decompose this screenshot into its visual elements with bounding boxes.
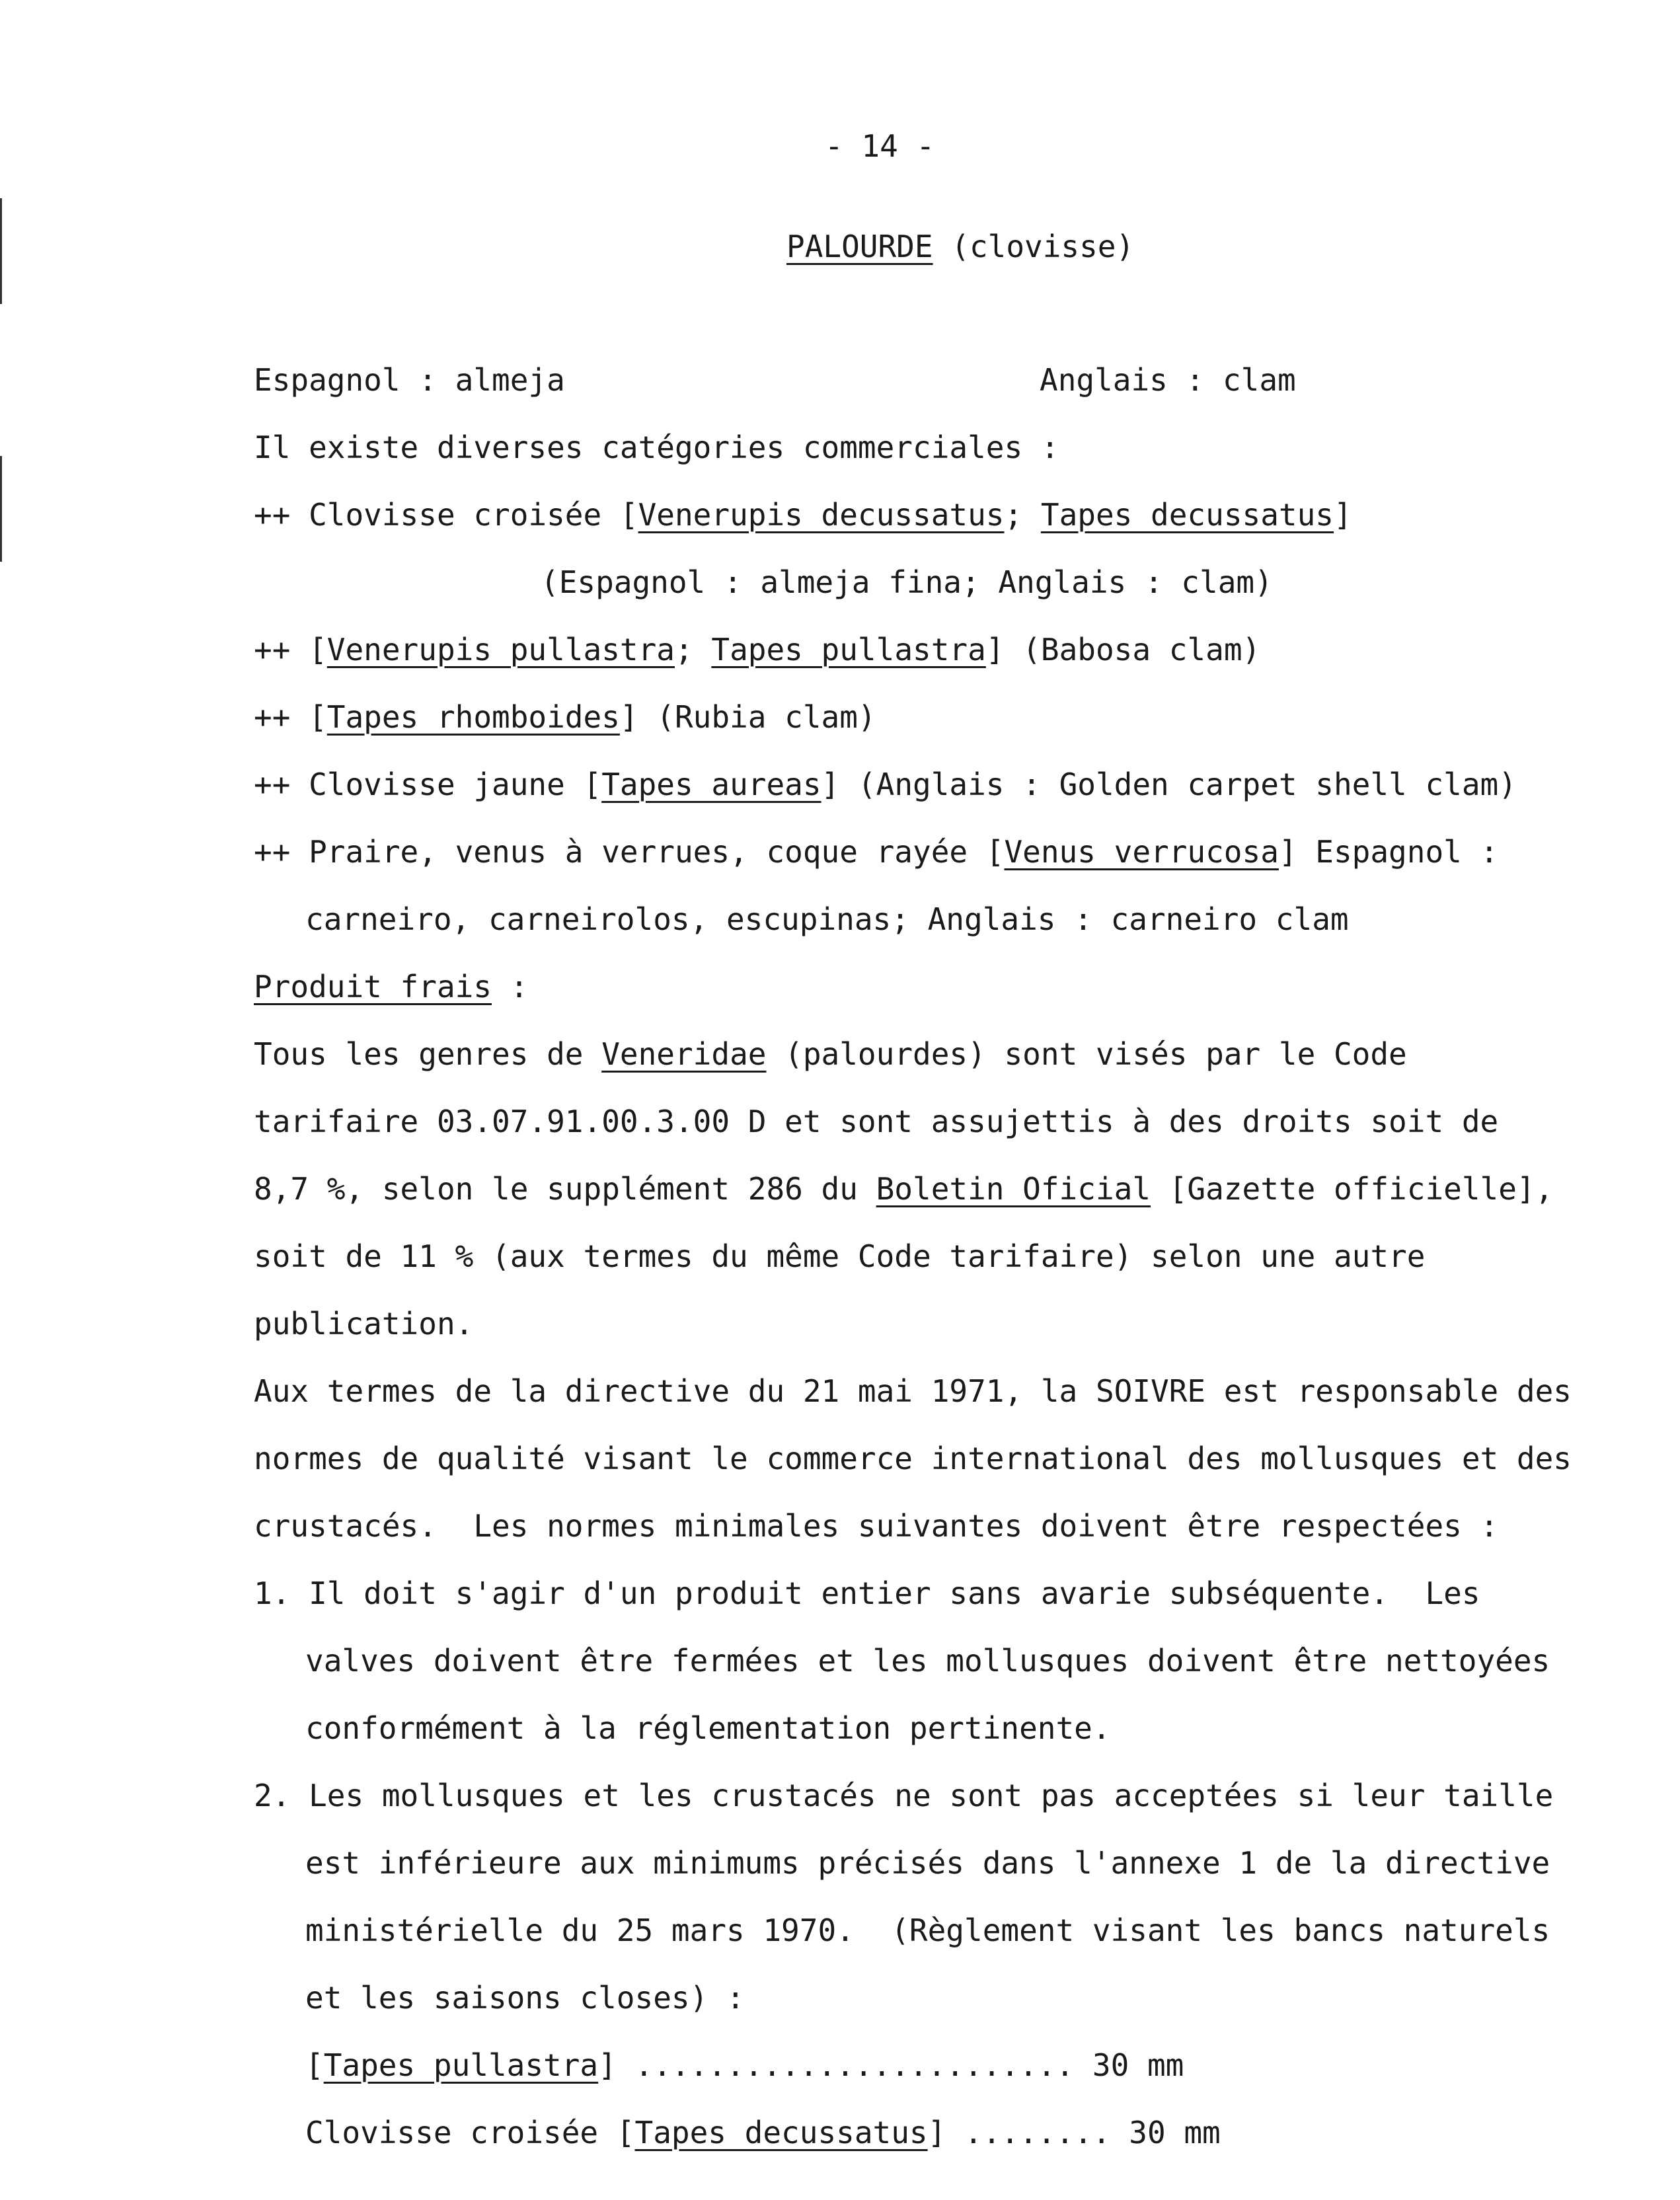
scientific-name: Venerupis pullastra <box>326 632 675 667</box>
para2-line3: crustacés. Les normes minimales suivantes doivent être respectées : <box>254 1508 1499 1544</box>
scientific-name: Tapes decussatus <box>634 2115 928 2150</box>
leader-dots: ........ <box>964 2115 1129 2150</box>
para1-line2: tarifaire 03.07.91.00.3.00 D et sont assujettis à des droits soit de <box>254 1104 1499 1139</box>
list-item-2-line3: ministérielle du 25 mars 1970. (Règlement visant les bancs naturels <box>305 1913 1550 1948</box>
para2-line1: Aux termes de la directive du 21 mai 1971, la SOIVRE est responsable des <box>254 1373 1572 1409</box>
para1-line3: 8,7 %, selon le supplément 286 du Boletin Oficial [Gazette officielle], <box>254 1171 1554 1207</box>
list-item-1-line1: 1. Il doit s'agir d'un produit entier sans avarie subséquente. Les <box>254 1575 1480 1611</box>
size-row-1: [Tapes pullastra] ........................ 30 mm <box>305 2047 1184 2083</box>
scientific-name: Venus verrucosa <box>1004 834 1279 870</box>
para2-line2: normes de qualité visant le commerce international des mollusques et des <box>254 1441 1572 1476</box>
list-item-1-line3: conformément à la réglementation pertinente. <box>305 1710 1111 1746</box>
para1-line4: soit de 11 % (aux termes du même Code tarifaire) selon une autre <box>254 1238 1426 1274</box>
variety-3: ++ [Tapes rhomboides] (Rubia clam) <box>254 699 876 735</box>
scientific-name: Tapes decussatus <box>1040 497 1334 533</box>
list-item-2-line1: 2. Les mollusques et les crustacés ne sont pas acceptées si leur taille <box>254 1778 1554 1813</box>
scientific-name: Tapes rhomboides <box>326 699 620 735</box>
variety-1: ++ Clovisse croisée [Venerupis decussatus; Tapes decussatus] <box>254 497 1352 533</box>
variety-4: ++ Clovisse jaune [Tapes aureas] (Anglais : Golden carpet shell clam) <box>254 767 1517 802</box>
list-item-2-line2: est inférieure aux minimums précisés dans l'annexe 1 de la directive <box>305 1845 1550 1881</box>
para1-line5: publication. <box>254 1306 474 1342</box>
scientific-name: Venerupis decussatus <box>638 497 1005 533</box>
variety-1-subline: (Espagnol : almeja fina; Anglais : clam) <box>541 564 1273 600</box>
variety-5: ++ Praire, venus à verrues, coque rayée [Venus verrucosa] Espagnol : <box>254 834 1499 870</box>
scientific-name: Tapes pullastra <box>711 632 986 667</box>
scan-edge-mark <box>0 198 2 304</box>
leader-dots: ........................ <box>634 2047 1092 2083</box>
intro-line: Il existe diverses catégories commerciales : <box>254 430 1059 465</box>
page-number: - 14 - <box>825 128 935 164</box>
para1-line1: Tous les genres de Veneridae (palourdes) sont visés par le Code <box>254 1036 1407 1072</box>
scan-edge-mark <box>0 456 2 562</box>
scientific-name: Tapes aureas <box>601 767 821 802</box>
size-value: 30 mm <box>1129 2115 1221 2150</box>
section-heading: Produit frais : <box>254 969 529 1005</box>
variety-2: ++ [Venerupis pullastra; Tapes pullastra] (Babosa clam) <box>254 632 1261 667</box>
size-row-2: Clovisse croisée [Tapes decussatus] ........ 30 mm <box>305 2115 1221 2150</box>
page-title <box>786 231 1134 262</box>
list-item-2-line4: et les saisons closes) : <box>305 1980 745 2016</box>
title-term: PALOURDE <box>786 229 933 264</box>
size-value: 30 mm <box>1092 2047 1184 2083</box>
list-item-1-line2: valves doivent être fermées et les mollusques doivent être nettoyées <box>305 1643 1550 1679</box>
scientific-name: Tapes pullastra <box>323 2047 599 2083</box>
name-spanish: Espagnol : almeja <box>254 362 565 398</box>
taxon-term: Veneridae <box>601 1036 767 1072</box>
name-english: Anglais : clam <box>1040 362 1296 398</box>
publication-term: Boletin Oficial <box>876 1171 1151 1207</box>
variety-5-line2: carneiro, carneirolos, escupinas; Anglais : carneiro clam <box>305 901 1349 937</box>
title-rest: (clovisse) <box>933 229 1135 264</box>
